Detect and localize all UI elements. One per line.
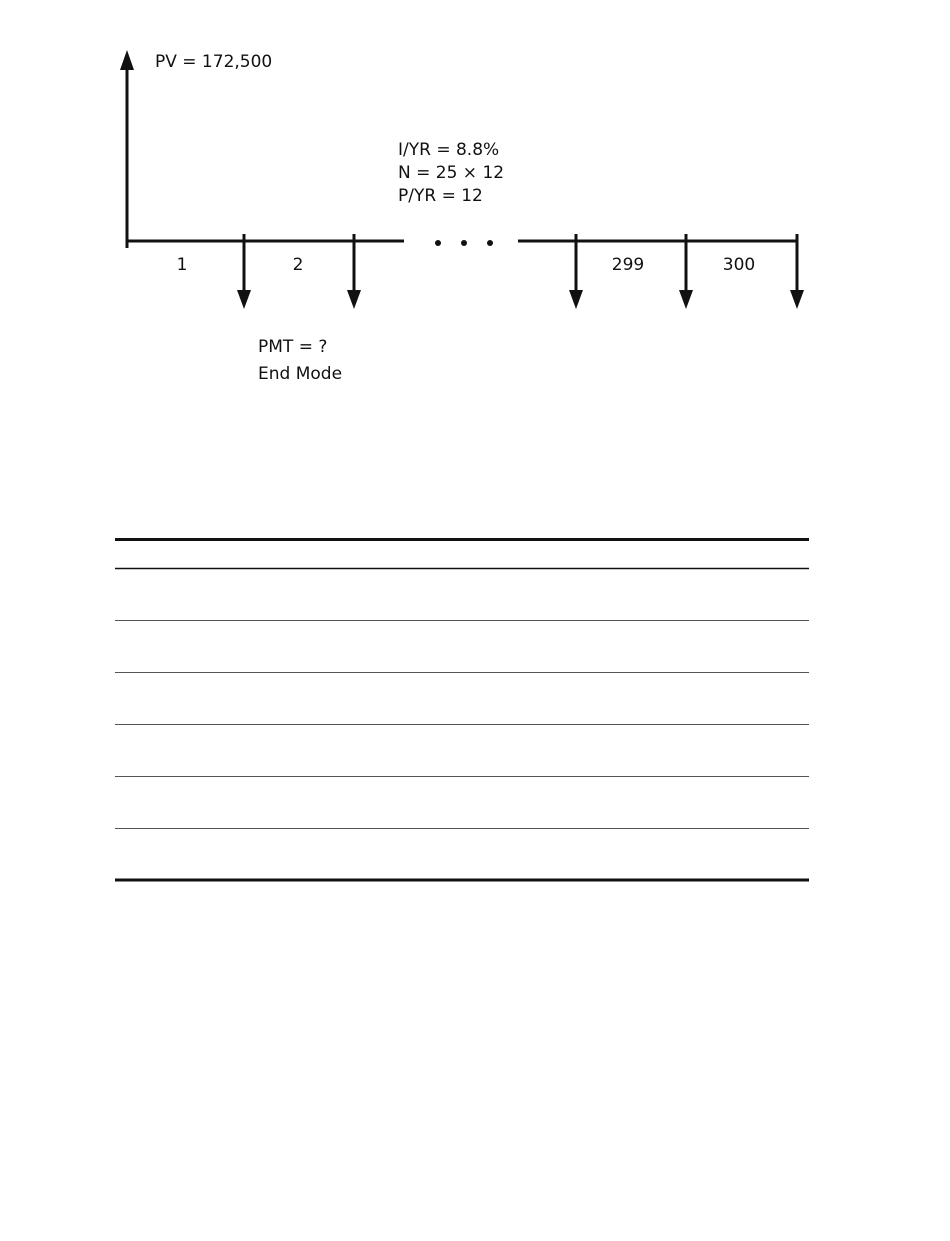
cash-flow-diagram — [0, 0, 950, 420]
period-label: 299 — [611, 255, 645, 275]
period-label: 2 — [292, 255, 304, 275]
period-label: 1 — [176, 255, 188, 275]
blank-table — [115, 537, 809, 883]
payment-arrow — [790, 241, 804, 309]
pv-arrow — [120, 50, 134, 248]
period-label: 300 — [722, 255, 756, 275]
pmt-label: PMT = ? — [258, 337, 328, 357]
payment-arrow — [679, 234, 693, 309]
parameter-n: N = 25 × 12 — [398, 163, 505, 183]
payment-arrow — [237, 234, 251, 309]
parameter-iyr: I/YR = 8.8% — [398, 140, 500, 160]
ellipsis — [435, 240, 493, 246]
payment-arrow — [569, 234, 583, 309]
parameter-pyr: P/YR = 12 — [398, 186, 483, 206]
mode-label: End Mode — [258, 364, 343, 384]
payment-arrow — [347, 234, 361, 309]
pv-label: PV = 172,500 — [155, 52, 273, 72]
